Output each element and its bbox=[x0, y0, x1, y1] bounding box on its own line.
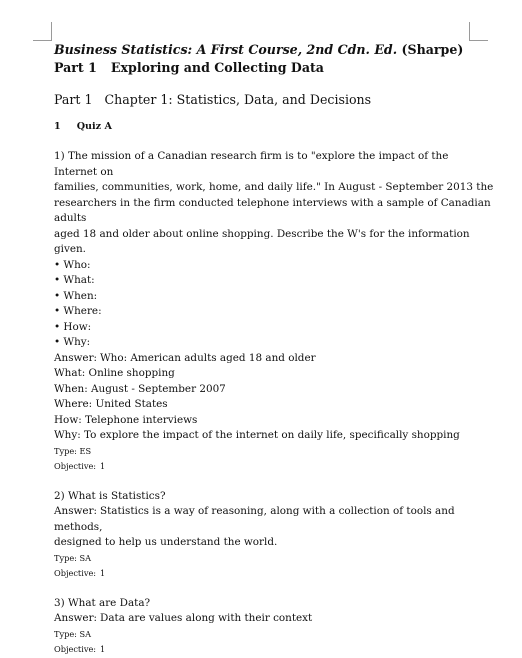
question-3 bbox=[54, 596, 494, 658]
bullet-item: • When: bbox=[54, 289, 98, 302]
type-label: Type: bbox=[54, 552, 77, 563]
answer-text: Data are values along with their context bbox=[100, 612, 313, 624]
book-author: (Sharpe) bbox=[401, 42, 464, 57]
chapter-part: Part 1 bbox=[54, 92, 93, 107]
answer-line: What: Online shopping bbox=[54, 367, 175, 379]
book-title-line bbox=[54, 41, 494, 59]
question-text-line: 1) The mission of a Canadian research firm is to "explore the impact of the Internet on bbox=[54, 150, 449, 178]
question-text-line: researchers in the firm conducted telephone interviews with a sample of Canadian adults bbox=[54, 196, 491, 224]
objective-value: 1 bbox=[100, 644, 106, 654]
quiz-heading bbox=[54, 119, 494, 135]
type-line bbox=[54, 551, 494, 567]
objective-value: 1 bbox=[100, 461, 106, 471]
objective-line bbox=[54, 566, 494, 582]
answer-text: Statistics is a way of reasoning, along with a collection of tools and methods, bbox=[54, 505, 455, 533]
question-2 bbox=[54, 489, 494, 582]
chapter-title: Chapter 1: Statistics, Data, and Decisions bbox=[104, 92, 372, 107]
question-text-line: 2) What is Statistics? bbox=[54, 489, 166, 502]
type-value: SA bbox=[79, 552, 92, 563]
part-title: Exploring and Collecting Data bbox=[110, 60, 324, 75]
bullet-item: • How: bbox=[54, 320, 92, 333]
answer-label: Answer: bbox=[54, 505, 98, 517]
objective-line bbox=[54, 459, 494, 475]
quiz-number: 1 bbox=[54, 121, 61, 132]
objective-label: Objective: bbox=[54, 461, 97, 471]
type-label: Type: bbox=[54, 628, 77, 639]
answer-line: designed to help us understand the world. bbox=[54, 536, 278, 548]
answer-line: When: August - September 2007 bbox=[54, 382, 226, 395]
objective-label: Objective: bbox=[54, 568, 97, 578]
type-label: Type: bbox=[54, 445, 77, 456]
answer-line: How: Telephone interviews bbox=[54, 413, 198, 426]
crop-mark-top-right bbox=[469, 22, 488, 41]
question-text-line: 3) What are Data? bbox=[54, 596, 151, 609]
type-value: ES bbox=[79, 445, 92, 456]
answer-line bbox=[54, 611, 494, 627]
question-text-line: aged 18 and older about online shopping. Describe the W's for the information given. bbox=[54, 227, 470, 255]
answer-label: Answer: bbox=[54, 612, 98, 624]
answer-line bbox=[54, 351, 494, 367]
quiz-title: Quiz A bbox=[76, 121, 112, 132]
bullet-item: • Why: bbox=[54, 336, 91, 348]
book-title: Business Statistics: A First Course, 2nd Cdn. Ed. bbox=[54, 42, 398, 57]
objective-label: Objective: bbox=[54, 644, 97, 654]
part-heading bbox=[54, 59, 494, 77]
bullet-item: • Who: bbox=[54, 258, 91, 271]
type-line bbox=[54, 444, 494, 460]
document-body bbox=[54, 41, 494, 658]
bullet-item: • What: bbox=[54, 274, 95, 286]
answer-line: Where: United States bbox=[54, 398, 168, 410]
crop-mark-top-left bbox=[33, 22, 52, 41]
type-line bbox=[54, 627, 494, 643]
chapter-heading bbox=[54, 91, 494, 109]
answer-line: Why: To explore the impact of the internet on daily life, specifically shopping bbox=[54, 429, 460, 441]
answer-label: Answer: bbox=[54, 351, 98, 364]
objective-value: 1 bbox=[100, 568, 106, 578]
question-text-line: families, communities, work, home, and daily life." In August - September 2013 the bbox=[54, 181, 494, 193]
question-1 bbox=[54, 149, 494, 475]
objective-line bbox=[54, 642, 494, 658]
type-value: SA bbox=[79, 628, 92, 639]
answer-text: Who: American adults aged 18 and older bbox=[100, 351, 316, 364]
answer-line bbox=[54, 504, 494, 535]
part-label: Part 1 bbox=[54, 60, 97, 75]
bullet-item: • Where: bbox=[54, 305, 102, 317]
